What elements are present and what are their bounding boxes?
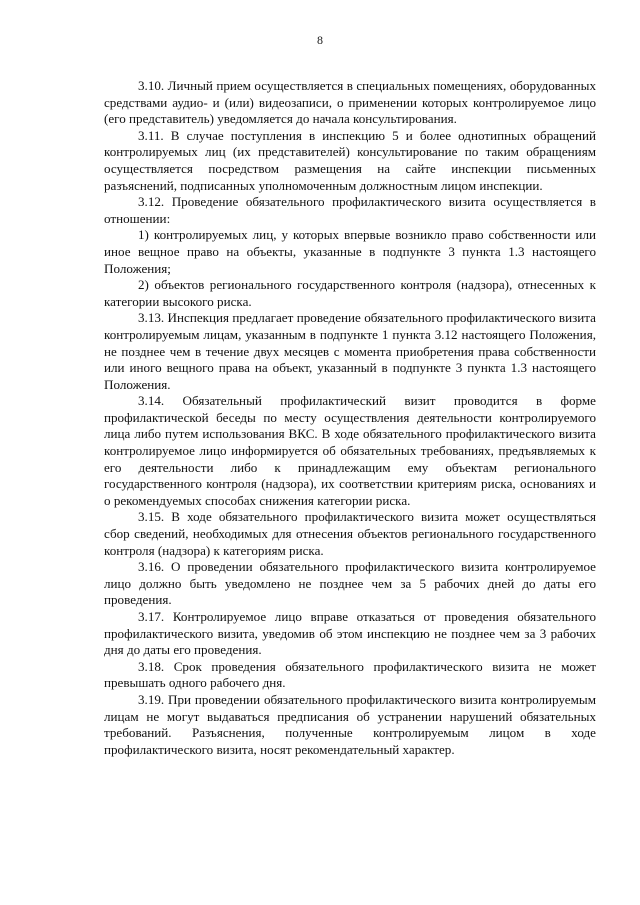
paragraph-3-14: 3.14. Обязательный профилактический визит проводится в форме профилактической беседы по месту осуществления деятельности контролируемого лица либо путем использования ВКС. В ходе обязательного профилактического визита контролируемое лицо информируется об обязательных требованиях, предъявляемых к его деятельности либо к принадлежащим ему объектам регионального государственного контроля (надзора), их соответствии критериям риска, основаниях и о рекомендуемых способах снижения категории риска.	[104, 393, 596, 508]
paragraph-3-12: 3.12. Проведение обязательного профилактического визита осуществляется в отношении:	[104, 194, 596, 226]
paragraph-3-12-item-1: 1) контролируемых лиц, у которых впервые возникло право собственности или иное вещное право на объекты, указанные в подпункте 3 пункта 1.3 настоящего Положения;	[104, 227, 596, 276]
document-body	[104, 78, 596, 758]
paragraph-3-18: 3.18. Срок проведения обязательного профилактического визита не может превышать одного рабочего дня.	[104, 658, 596, 691]
paragraph-3-19: 3.19. При проведении обязательного профилактического визита контролируемым лицам не могут выдаваться предписания об устранении нарушений обязательных требований. Разъяснения, полученные контролируемым лицом в ходе профилактического визита, носят рекомендательный характер.	[104, 691, 596, 757]
paragraph-3-12-item-2: 2) объектов регионального государственного контроля (надзора), отнесенных к категории высокого риска.	[104, 277, 596, 309]
paragraph-3-15: 3.15. В ходе обязательного профилактического визита может осуществляться сбор сведений, необходимых для отнесения объектов регионального государственного контроля (надзора) к категориям риска.	[104, 509, 596, 558]
paragraph-3-16: 3.16. О проведении обязательного профилактического визита контролируемое лицо должно быть уведомлено не позднее чем за 5 рабочих дней до даты его проведения.	[104, 559, 596, 608]
paragraph-3-11: 3.11. В случае поступления в инспекцию 5 и более однотипных обращений контролируемых лиц (их представителей) консультирование по таким обращениям осуществляется посредством размещения на сайте инспекции письменных разъяснений, подписанных уполномоченным должностным лицом инспекции.	[104, 127, 596, 193]
paragraph-3-10: 3.10. Личный прием осуществляется в специальных помещениях, оборудованных средствами аудио- и (или) видеозаписи, о применении которых контролируемое лицо (его представитель) уведомляется до начала консультирования.	[104, 78, 596, 127]
paragraph-3-13: 3.13. Инспекция предлагает проведение обязательного профилактического визита контролируемым лицам, указанным в подпункте 1 пункта 3.12 настоящего Положения, не позднее чем в течение двух месяцев с момента приобретения права собственности или иного вещного права на объект, указанный в подпункте 3 пункта 1.3 настоящего Положения.	[104, 310, 596, 392]
page-number: 8	[317, 33, 323, 47]
paragraph-3-17: 3.17. Контролируемое лицо вправе отказаться от проведения обязательного профилактического визита, уведомив об этом инспекцию не позднее чем за 3 рабочих дня до даты его проведения.	[104, 609, 596, 658]
